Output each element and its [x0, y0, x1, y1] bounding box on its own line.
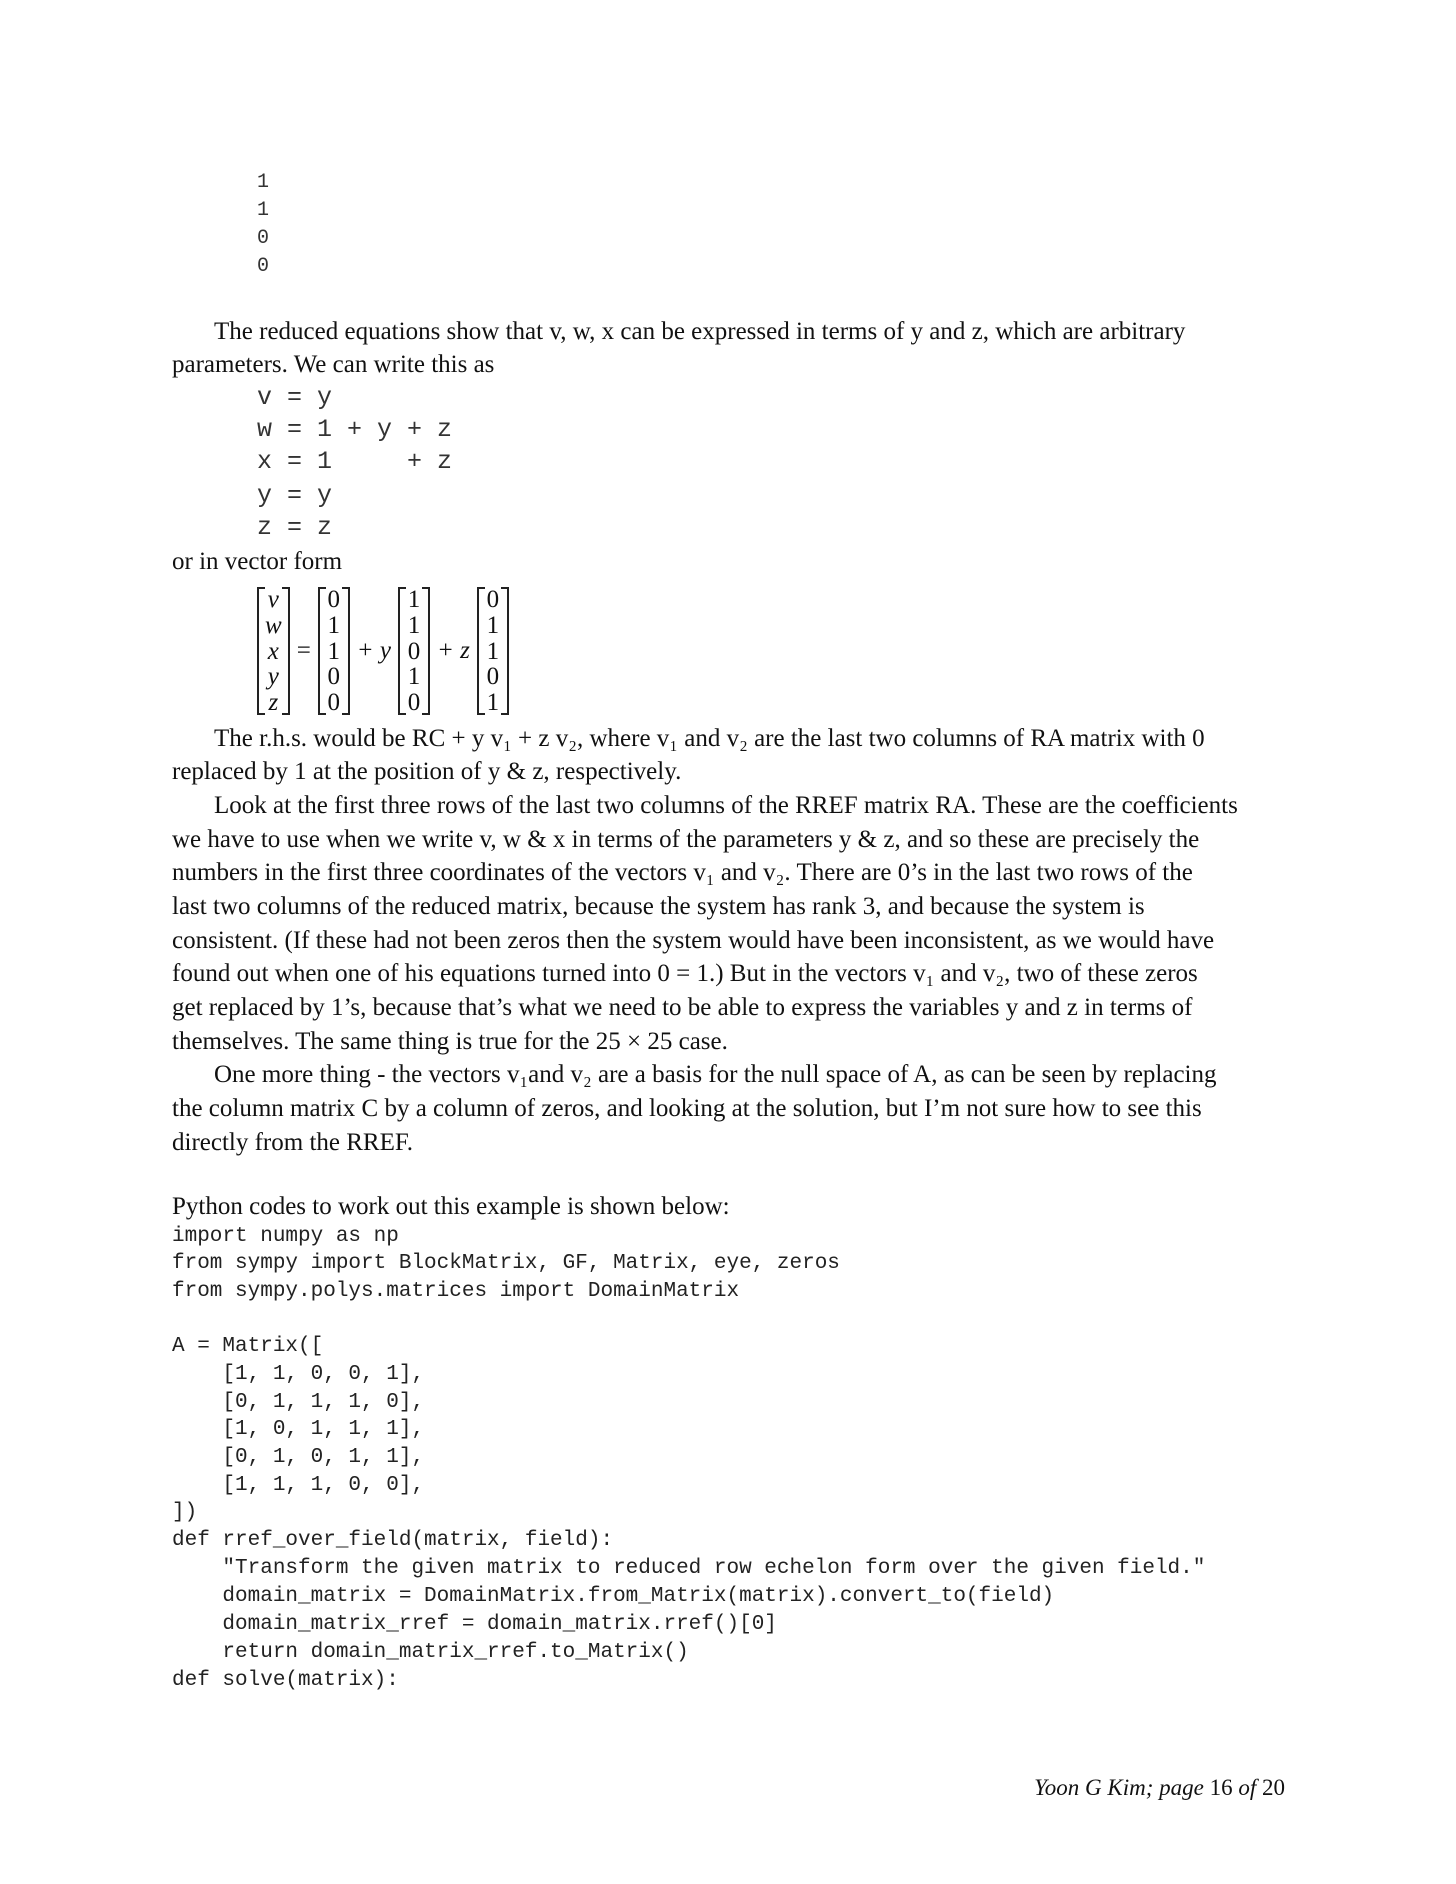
- vector-entry: 1: [486, 689, 500, 716]
- vector-entry: 0: [486, 586, 500, 613]
- vector-entry: z: [268, 689, 279, 716]
- vector-form-label: or in vector form: [172, 548, 343, 575]
- code-line: from sympy.polys.matrices import DomainMatrix: [172, 1280, 740, 1303]
- paragraph-line: found out when one of his equations turned into 0 = 1.) But in the vectors v₁ and v₂, two of these zeros: [172, 960, 1198, 987]
- code-line: [1, 1, 0, 0, 1],: [172, 1363, 425, 1386]
- paragraph-line: One more thing - the vectors v₁and v₂ are a basis for the null space of A, as can be seen by replacing: [214, 1061, 1217, 1088]
- paragraph-line: The r.h.s. would be RC + y v₁ + z v₂, where v₁ and v₂ are the last two columns of RA matrix with 0: [214, 725, 1205, 752]
- code-line: ]): [172, 1501, 198, 1524]
- vector-entry: 0: [407, 689, 421, 716]
- python-intro: Python codes to work out this example is shown below:: [172, 1193, 730, 1220]
- page-footer: [1034, 1775, 1285, 1801]
- paragraph-line: themselves. The same thing is true for the 25 × 25 case.: [172, 1028, 728, 1055]
- paragraph-line: get replaced by 1’s, because that’s what we need to be able to express the variables y and z in terms of: [172, 994, 1193, 1021]
- code-line: return domain_matrix_rref.to_Matrix(): [172, 1641, 689, 1664]
- code-line: import numpy as np: [172, 1225, 399, 1248]
- paragraph-line: last two columns of the reduced matrix, because the system has rank 3, and because the system is: [172, 893, 1145, 920]
- footer-author: Yoon G Kim; page: [1034, 1775, 1210, 1800]
- vector-equation: [257, 586, 509, 716]
- equation: x = 1 + z: [257, 447, 453, 476]
- lhs-vector: [257, 587, 290, 715]
- paragraph-line: numbers in the first three coordinates of the vectors v₁ and v₂. There are 0’s in the last two rows of the: [172, 859, 1193, 886]
- vector-entry: 0: [327, 663, 341, 691]
- vector-entry: 0: [486, 663, 500, 691]
- vector-entry: y: [267, 663, 279, 691]
- constant-vector: [318, 587, 350, 715]
- v1-vector: [398, 587, 430, 715]
- plus-z: + z: [437, 637, 470, 664]
- vector-entry: 1: [257, 171, 270, 194]
- paragraph-line: the column matrix C by a column of zeros, and looking at the solution, but I’m not sure how to see this: [172, 1095, 1202, 1122]
- vector-entry: 1: [407, 586, 421, 613]
- v2-vector: [477, 587, 509, 715]
- code-line: def solve(matrix):: [172, 1669, 399, 1692]
- paragraph-line: directly from the RREF.: [172, 1129, 414, 1156]
- vector-entry: 1: [327, 637, 341, 665]
- equation: w = 1 + y + z: [257, 415, 453, 444]
- vector-entry: 0: [257, 227, 270, 250]
- equation: y = y: [257, 481, 333, 510]
- code-line: [1, 1, 1, 0, 0],: [172, 1474, 425, 1497]
- vector-entry: 0: [407, 637, 421, 665]
- footer-of: of: [1232, 1775, 1262, 1800]
- footer-page-number: 16: [1209, 1775, 1233, 1800]
- vector-entry: 1: [257, 199, 270, 222]
- vector-entry: x: [267, 637, 279, 665]
- code-line: [0, 1, 1, 1, 0],: [172, 1391, 425, 1414]
- plus-y: + y: [356, 637, 392, 664]
- equation: z = z: [257, 513, 333, 542]
- code-line: def rref_over_field(matrix, field):: [172, 1529, 614, 1552]
- code-line: [1, 0, 1, 1, 1],: [172, 1418, 425, 1441]
- vector-entry: v: [267, 586, 279, 613]
- vector-entry: 0: [327, 586, 341, 613]
- vector-entry: 0: [257, 255, 270, 278]
- code-line: domain_matrix_rref = domain_matrix.rref()[0]: [172, 1613, 777, 1636]
- paragraph-line: Look at the first three rows of the last two columns of the RREF matrix RA. These are the coefficients: [214, 792, 1238, 819]
- equation: v = y: [257, 383, 333, 412]
- vector-entry: 1: [327, 611, 341, 639]
- footer-total-pages: 20: [1262, 1775, 1285, 1800]
- paragraph-line: The reduced equations show that v, w, x can be expressed in terms of y and z, which are arbitrary: [214, 318, 1186, 345]
- equals-sign: =: [296, 637, 311, 664]
- code-line: A = Matrix([: [172, 1335, 324, 1358]
- code-line: from sympy import BlockMatrix, GF, Matrix, eye, zeros: [172, 1252, 840, 1275]
- paragraph-line: replaced by 1 at the position of y & z, respectively.: [172, 758, 682, 785]
- vector-entry: 1: [486, 611, 500, 639]
- vector-entry: 1: [407, 611, 421, 639]
- paragraph-line: consistent. (If these had not been zeros then the system would have been inconsistent, as we would have: [172, 927, 1215, 954]
- vector-entry: 1: [486, 637, 500, 665]
- vector-entry: 1: [407, 663, 421, 691]
- vector-entry: 0: [327, 689, 341, 716]
- code-line: domain_matrix = DomainMatrix.from_Matrix(matrix).convert_to(field): [172, 1585, 1055, 1608]
- code-line: "Transform the given matrix to reduced row echelon form over the given field.": [172, 1557, 1206, 1580]
- vector-entry: w: [265, 611, 282, 639]
- paragraph-line: we have to use when we write v, w & x in terms of the parameters y & z, and so these are precisely the: [172, 826, 1200, 853]
- paragraph-line: parameters. We can write this as: [172, 351, 495, 378]
- code-line: [0, 1, 0, 1, 1],: [172, 1446, 425, 1469]
